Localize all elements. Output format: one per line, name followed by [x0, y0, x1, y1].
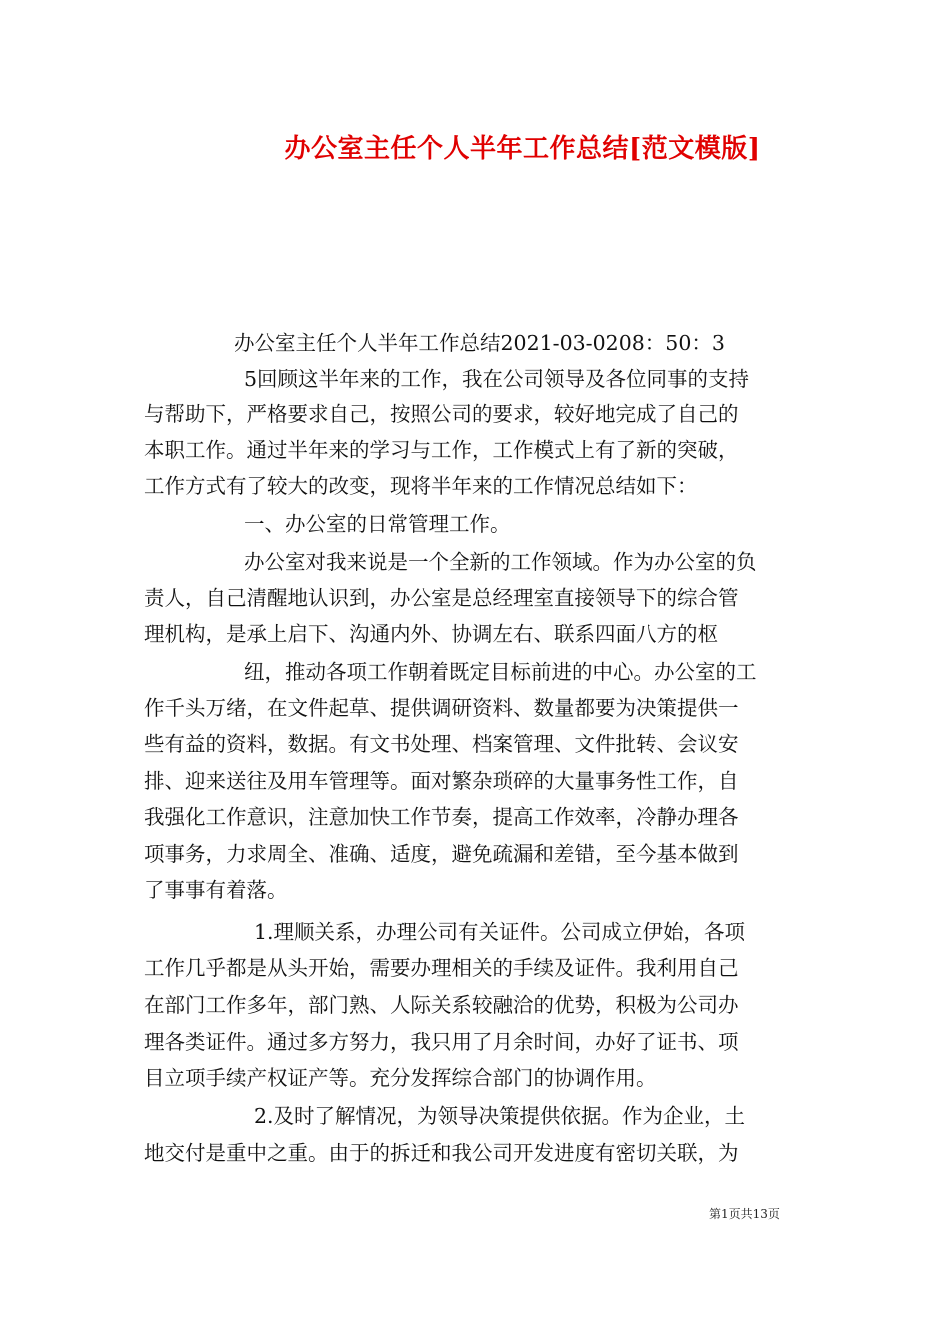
text-line: 责人，自己清醒地认识到，办公室是总经理室直接领导下的综合管: [144, 586, 739, 610]
text-line: 我强化工作意识，注意加快工作节奏，提高工作效率，冷静办理各: [144, 805, 739, 829]
text-line: 作千头万绪，在文件起草、提供调研资料、数量都要为决策提供一: [144, 696, 739, 720]
text-line: 了事事有着落。: [144, 878, 288, 902]
text-line: 工作几乎都是从头开始，需要办理相关的手续及证件。我利用自己: [144, 956, 739, 980]
text-line: 目立项手续产权证产等。充分发挥综合部门的协调作用。: [144, 1066, 657, 1090]
text-line: 理机构，是承上启下、沟通内外、协调左右、联系四面八方的枢: [144, 622, 718, 646]
section-heading: 一、办公室的日常管理工作。: [244, 512, 511, 536]
text-line: 本职工作。通过半年来的学习与工作，工作模式上有了新的突破，: [144, 438, 739, 462]
page-number: 第1页共13页: [709, 1207, 780, 1221]
text-line: 些有益的资料，数据。有文书处理、档案管理、文件批转、会议安: [144, 732, 739, 756]
text-line: 在部门工作多年，部门熟、人际关系较融洽的优势，积极为公司办: [144, 993, 739, 1017]
text-line: 工作方式有了较大的改变，现将半年来的工作情况总结如下：: [144, 474, 698, 498]
text-line: 办公室对我来说是一个全新的工作领域。作为办公室的负: [244, 550, 757, 574]
text-line: 理各类证件。通过多方努力，我只用了月余时间，办好了证书、项: [144, 1030, 739, 1054]
text-line: 2.及时了解情况，为领导决策提供依据。作为企业，土: [254, 1104, 746, 1128]
text-line: 地交付是重中之重。由于的拆迁和我公司开发进度有密切关联，为: [144, 1141, 739, 1165]
text-line: 与帮助下，严格要求自己，按照公司的要求，较好地完成了自己的: [144, 402, 739, 426]
text-line: 办公室主任个人半年工作总结2021-03-0208：50：3: [234, 331, 725, 355]
text-line: 项事务，力求周全、准确、适度，避免疏漏和差错，至今基本做到: [144, 842, 739, 866]
text-line: 5回顾这半年来的工作，我在公司领导及各位同事的支持: [244, 367, 750, 391]
text-line: 1.理顺关系，办理公司有关证件。公司成立伊始，各项: [254, 920, 746, 944]
text-line: 排、迎来送往及用车管理等。面对繁杂琐碎的大量事务性工作，自: [144, 769, 739, 793]
text-line: 纽，推动各项工作朝着既定目标前进的中心。办公室的工: [244, 660, 757, 684]
document-title: 办公室主任个人半年工作总结[范文模版]: [284, 134, 761, 164]
